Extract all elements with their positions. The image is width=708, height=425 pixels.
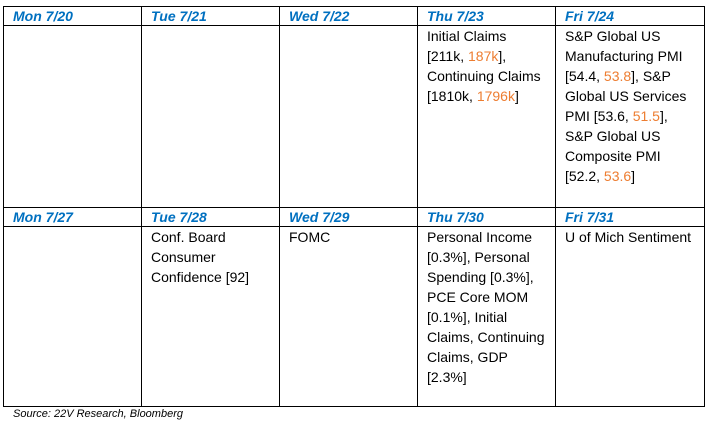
day-header-fri: Fri 7/31 <box>556 208 705 227</box>
events-thu-7-30: Personal Income [0.3%], Personal Spending [0.3%], PCE Core MOM [0.1%], Initial Claims, Continuing Claims, GDP [2.3%] <box>418 227 556 407</box>
events-tue-7-28: Conf. Board Consumer Confidence [92] <box>142 227 280 407</box>
source-note: Source: 22V Research, Bloomberg <box>13 408 183 420</box>
economic-calendar-table <box>3 6 705 407</box>
events-wed-7-29: FOMC <box>280 227 418 407</box>
events-thu-7-23 <box>418 26 556 208</box>
week1-events-row <box>4 26 705 208</box>
revised-value: 187k <box>468 48 499 64</box>
revised-value: 51.5 <box>632 108 660 124</box>
events-fri-7-24 <box>556 26 705 208</box>
event-text: ], Continuing Claims [1810k, <box>427 48 541 104</box>
event-text: ], S&P Global US Services PMI [53.6, <box>565 68 687 124</box>
event-text: ] <box>514 88 519 104</box>
event-text: Initial Claims [211k, <box>427 28 507 64</box>
day-header-fri: Fri 7/24 <box>556 7 705 26</box>
week2-header-row <box>4 208 705 227</box>
revised-value: 53.8 <box>603 68 632 84</box>
events-tue-7-21 <box>142 26 280 208</box>
week1-header-row <box>4 7 705 26</box>
day-header-wed: Wed 7/22 <box>280 7 418 26</box>
events-fri-7-31: U of Mich Sentiment <box>556 227 705 407</box>
day-header-tue: Tue 7/28 <box>142 208 280 227</box>
day-header-wed: Wed 7/29 <box>280 208 418 227</box>
day-header-tue: Tue 7/21 <box>142 7 280 26</box>
events-mon-7-27 <box>4 227 142 407</box>
day-header-mon: Mon 7/27 <box>4 208 142 227</box>
day-header-mon: Mon 7/20 <box>4 7 142 26</box>
event-text: ], S&P Global US Composite PMI [52.2, <box>565 108 668 184</box>
events-wed-7-22 <box>280 26 418 208</box>
day-header-thu: Thu 7/30 <box>418 208 556 227</box>
event-text: S&P Global US Manufacturing PMI [54.4, <box>565 28 683 84</box>
revised-value: 1796k <box>476 88 515 104</box>
revised-value: 53.6 <box>603 168 632 184</box>
event-text: ] <box>631 168 636 184</box>
events-mon-7-20 <box>4 26 142 208</box>
day-header-thu: Thu 7/23 <box>418 7 556 26</box>
week2-events-row <box>4 227 705 407</box>
